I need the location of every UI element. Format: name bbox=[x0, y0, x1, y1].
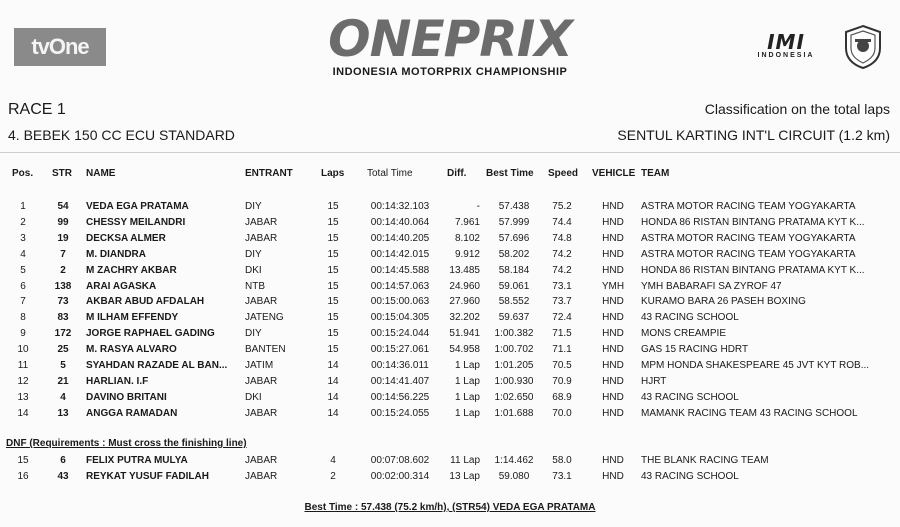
cell-diff: 1 Lap bbox=[454, 375, 480, 387]
cell-speed: 75.2 bbox=[552, 201, 572, 212]
cell-total: 00:14:56.225 bbox=[370, 391, 430, 403]
cell-entrant: JATIM bbox=[245, 360, 274, 371]
cell-str: 2 bbox=[60, 264, 66, 276]
cell-diff: - bbox=[476, 201, 480, 212]
cell-total: 00:14:40.205 bbox=[370, 232, 430, 244]
cell-diff: 54.958 bbox=[449, 344, 480, 356]
cell-team: KURAMO BARA 26 PASEH BOXING bbox=[641, 296, 806, 308]
cell-diff: 1 Lap bbox=[454, 360, 480, 371]
cell-speed: 74.2 bbox=[552, 264, 572, 276]
cell-pos: 15 bbox=[17, 455, 29, 466]
cell-entrant: JABAR bbox=[245, 470, 278, 482]
cell-laps: 14 bbox=[327, 360, 339, 371]
cell-laps: 14 bbox=[327, 375, 339, 387]
cell-total: 00:02:00.314 bbox=[370, 470, 430, 482]
cell-pos: 6 bbox=[20, 280, 26, 292]
cell-speed: 68.9 bbox=[552, 391, 572, 403]
cell-entrant: NTB bbox=[245, 280, 265, 292]
cell-team: HJRT bbox=[641, 375, 667, 387]
cell-diff: 13.485 bbox=[449, 264, 480, 276]
cell-vehicle: HND bbox=[602, 328, 624, 340]
cell-total: 00:15:00.063 bbox=[370, 296, 430, 308]
cell-str: 21 bbox=[57, 375, 69, 387]
cell-vehicle: YMH bbox=[601, 280, 625, 292]
cell-best: 57.438 bbox=[498, 201, 530, 212]
cell-entrant: DKI bbox=[245, 391, 262, 403]
cell-laps: 15 bbox=[327, 280, 339, 292]
cell-name: CHESSY MEILANDRI bbox=[86, 216, 186, 228]
cell-vehicle: HND bbox=[602, 312, 624, 324]
cell-best: 1:00.930 bbox=[494, 375, 534, 387]
cell-str: 54 bbox=[57, 201, 69, 212]
cell-name: FELIX PUTRA MULYA bbox=[86, 455, 188, 466]
cell-pos: 1 bbox=[20, 201, 26, 212]
cell-total: 00:15:04.305 bbox=[370, 312, 430, 324]
cell-laps: 15 bbox=[327, 201, 339, 212]
cell-pos: 8 bbox=[20, 312, 26, 324]
cell-entrant: DIY bbox=[245, 201, 262, 212]
cell-speed: 58.0 bbox=[552, 455, 572, 466]
dnf-title: DNF (Requirements : Must cross the finishing line) bbox=[6, 438, 247, 449]
cell-speed: 73.7 bbox=[552, 296, 572, 308]
oneprix-logo bbox=[305, 10, 595, 78]
imi-logo bbox=[742, 32, 830, 59]
cell-str: 172 bbox=[54, 328, 72, 340]
cell-total: 00:14:40.064 bbox=[370, 216, 430, 228]
cell-best: 1:01.205 bbox=[494, 360, 534, 371]
cell-name: HARLIAN. I.F bbox=[86, 375, 149, 387]
cell-diff: 9.912 bbox=[454, 248, 480, 260]
cell-best: 1:14.462 bbox=[494, 455, 534, 466]
cell-diff: 7.961 bbox=[454, 216, 480, 228]
cell-team: 43 RACING SCHOOL bbox=[641, 391, 739, 403]
event-logo-text: ONEPRIX bbox=[328, 10, 572, 68]
cell-name: AKBAR ABUD AFDALAH bbox=[86, 296, 205, 308]
page-header bbox=[0, 0, 900, 95]
best-time-footer: Best Time : 57.438 (75.2 km/h), (STR54) VEDA EGA PRATAMA bbox=[304, 502, 596, 513]
cell-name: M ILHAM EFFENDY bbox=[86, 312, 179, 324]
cell-best: 59.637 bbox=[498, 312, 530, 324]
cell-laps: 15 bbox=[327, 232, 339, 244]
header-str: STR bbox=[52, 168, 72, 179]
cell-laps: 14 bbox=[327, 391, 339, 403]
cell-total: 00:15:24.044 bbox=[370, 328, 430, 340]
cell-pos: 3 bbox=[20, 232, 26, 244]
cell-best: 1:02.650 bbox=[494, 391, 534, 403]
cell-pos: 11 bbox=[17, 360, 29, 371]
cell-pos: 13 bbox=[17, 391, 29, 403]
event-subtitle: INDONESIA MOTORPRIX CHAMPIONSHIP bbox=[332, 66, 568, 78]
header-laps: Laps bbox=[321, 168, 345, 179]
cell-str: 99 bbox=[57, 216, 69, 228]
cell-vehicle: HND bbox=[602, 470, 624, 482]
cell-name: ANGGA RAMADAN bbox=[86, 407, 178, 419]
cell-best: 59.061 bbox=[498, 280, 530, 292]
cell-pos: 16 bbox=[17, 470, 29, 482]
cell-team: YMH BABARAFI SA ZYROF 47 bbox=[641, 280, 782, 292]
cell-speed: 73.1 bbox=[552, 280, 572, 292]
imi-logo-text: IMI bbox=[767, 30, 805, 54]
cell-vehicle: HND bbox=[602, 391, 624, 403]
cell-best: 58.184 bbox=[498, 264, 530, 276]
cell-str: 4 bbox=[60, 391, 66, 403]
cell-diff: 27.960 bbox=[449, 296, 480, 308]
cell-entrant: JABAR bbox=[245, 216, 278, 228]
circuit-name: SENTUL KARTING INT'L CIRCUIT (1.2 km) bbox=[617, 127, 890, 143]
cell-laps: 15 bbox=[327, 248, 339, 260]
cell-team: GAS 15 RACING HDRT bbox=[641, 344, 749, 356]
cell-total: 00:14:41.407 bbox=[370, 375, 430, 387]
cell-total: 00:15:24.055 bbox=[370, 407, 430, 419]
cell-str: 83 bbox=[57, 312, 69, 324]
cell-laps: 14 bbox=[327, 407, 339, 419]
cell-str: 43 bbox=[57, 470, 69, 482]
header-pos: Pos. bbox=[12, 168, 34, 179]
cell-laps: 2 bbox=[330, 470, 336, 482]
crest-icon bbox=[843, 24, 883, 70]
cell-total: 00:15:27.061 bbox=[370, 344, 430, 356]
cell-laps: 15 bbox=[327, 344, 339, 356]
header-name: NAME bbox=[86, 168, 116, 179]
divider bbox=[0, 152, 900, 153]
cell-team: ASTRA MOTOR RACING TEAM YOGYAKARTA bbox=[641, 201, 856, 212]
cell-diff: 32.202 bbox=[449, 312, 480, 324]
header-best-time: Best Time bbox=[486, 168, 534, 179]
cell-total: 00:14:32.103 bbox=[370, 201, 430, 212]
cell-diff: 24.960 bbox=[449, 280, 480, 292]
cell-entrant: JABAR bbox=[245, 407, 278, 419]
cell-str: 6 bbox=[60, 455, 66, 466]
imi-logo-subtitle: INDONESIA bbox=[757, 52, 815, 59]
cell-entrant: DIY bbox=[245, 328, 262, 340]
header-speed: Speed bbox=[548, 168, 579, 179]
cell-team: 43 RACING SCHOOL bbox=[641, 470, 739, 482]
cell-pos: 4 bbox=[20, 248, 26, 260]
header-diff: Diff. bbox=[447, 168, 467, 179]
cell-total: 00:14:42.015 bbox=[370, 248, 430, 260]
cell-pos: 12 bbox=[17, 375, 29, 387]
header-total-time: Total Time bbox=[367, 168, 413, 179]
cell-speed: 72.4 bbox=[552, 312, 572, 324]
cell-team: 43 RACING SCHOOL bbox=[641, 312, 739, 324]
cell-vehicle: HND bbox=[602, 232, 624, 244]
cell-name: M. DIANDRA bbox=[86, 248, 146, 260]
classification-title: Classification on the total laps bbox=[704, 101, 890, 117]
cell-team: HONDA 86 RISTAN BINTANG PRATAMA KYT K... bbox=[641, 264, 865, 276]
tvone-logo: tvOne bbox=[14, 28, 106, 66]
cell-entrant: JABAR bbox=[245, 375, 278, 387]
cell-name: SYAHDAN RAZADE AL BAN... bbox=[86, 360, 228, 371]
cell-name: JORGE RAPHAEL GADING bbox=[86, 328, 215, 340]
cell-diff: 11 Lap bbox=[450, 455, 480, 466]
cell-vehicle: HND bbox=[602, 264, 624, 276]
cell-team: ASTRA MOTOR RACING TEAM YOGYAKARTA bbox=[641, 232, 856, 244]
cell-vehicle: HND bbox=[602, 407, 624, 419]
cell-best: 58.202 bbox=[498, 248, 530, 260]
cell-entrant: JABAR bbox=[245, 232, 278, 244]
cell-best: 57.999 bbox=[498, 216, 530, 228]
cell-entrant: JATENG bbox=[245, 312, 284, 324]
cell-best: 59.080 bbox=[498, 470, 530, 482]
cell-str: 5 bbox=[60, 360, 66, 371]
cell-team: HONDA 86 RISTAN BINTANG PRATAMA KYT K... bbox=[641, 216, 865, 228]
cell-best: 1:00.382 bbox=[494, 328, 534, 340]
cell-speed: 70.0 bbox=[552, 407, 572, 419]
cell-speed: 74.8 bbox=[552, 232, 572, 244]
cell-str: 25 bbox=[57, 344, 69, 356]
cell-diff: 1 Lap bbox=[454, 391, 480, 403]
cell-pos: 9 bbox=[20, 328, 26, 340]
cell-total: 00:14:45.588 bbox=[370, 264, 430, 276]
cell-speed: 71.5 bbox=[552, 328, 572, 340]
cell-str: 19 bbox=[57, 232, 69, 244]
cell-laps: 15 bbox=[327, 296, 339, 308]
cell-total: 00:14:57.063 bbox=[370, 280, 430, 292]
cell-speed: 70.5 bbox=[552, 360, 572, 371]
class-name: 4. BEBEK 150 CC ECU STANDARD bbox=[8, 127, 235, 143]
cell-vehicle: HND bbox=[602, 360, 624, 371]
cell-entrant: DKI bbox=[245, 264, 262, 276]
race-title: RACE 1 bbox=[8, 101, 66, 118]
cell-total: 00:07:08.602 bbox=[370, 455, 430, 466]
cell-laps: 15 bbox=[327, 264, 339, 276]
cell-pos: 10 bbox=[17, 344, 29, 356]
cell-team: ASTRA MOTOR RACING TEAM YOGYAKARTA bbox=[641, 248, 856, 260]
cell-vehicle: HND bbox=[602, 455, 624, 466]
cell-str: 13 bbox=[57, 407, 69, 419]
cell-vehicle: HND bbox=[602, 201, 624, 212]
cell-name: REYKAT YUSUF FADILAH bbox=[86, 470, 209, 482]
cell-entrant: DIY bbox=[245, 248, 262, 260]
cell-laps: 15 bbox=[327, 312, 339, 324]
cell-diff: 13 Lap bbox=[449, 470, 480, 482]
cell-laps: 15 bbox=[327, 216, 339, 228]
cell-laps: 15 bbox=[327, 328, 339, 340]
header-entrant: ENTRANT bbox=[245, 168, 293, 179]
cell-best: 57.696 bbox=[498, 232, 530, 244]
cell-speed: 74.2 bbox=[552, 248, 572, 260]
cell-name: ARAI AGASKA bbox=[86, 280, 157, 292]
cell-diff: 51.941 bbox=[449, 328, 480, 340]
cell-vehicle: HND bbox=[602, 216, 624, 228]
cell-name: M ZACHRY AKBAR bbox=[86, 264, 177, 276]
cell-str: 73 bbox=[57, 296, 69, 308]
cell-entrant: BANTEN bbox=[245, 344, 286, 356]
cell-pos: 7 bbox=[20, 296, 26, 308]
cell-pos: 2 bbox=[20, 216, 26, 228]
cell-best: 1:01.688 bbox=[494, 407, 534, 419]
cell-team: THE BLANK RACING TEAM bbox=[641, 455, 769, 466]
cell-speed: 70.9 bbox=[552, 375, 572, 387]
cell-speed: 73.1 bbox=[552, 470, 572, 482]
cell-pos: 14 bbox=[17, 407, 29, 419]
cell-speed: 74.4 bbox=[552, 216, 572, 228]
cell-team: MAMANK RACING TEAM 43 RACING SCHOOL bbox=[641, 407, 858, 419]
cell-str: 7 bbox=[60, 248, 66, 260]
cell-team: MPM HONDA SHAKESPEARE 45 JVT KYT ROB... bbox=[641, 360, 870, 371]
cell-vehicle: HND bbox=[602, 344, 624, 356]
cell-vehicle: HND bbox=[602, 248, 624, 260]
cell-laps: 4 bbox=[330, 455, 336, 466]
cell-name: VEDA EGA PRATAMA bbox=[86, 201, 189, 212]
cell-diff: 8.102 bbox=[454, 232, 480, 244]
cell-best: 1:00.702 bbox=[494, 344, 534, 356]
cell-name: DAVINO BRITANI bbox=[86, 391, 167, 403]
header-team: TEAM bbox=[641, 168, 670, 179]
cell-str: 138 bbox=[54, 280, 72, 292]
cell-name: M. RASYA ALVARO bbox=[86, 344, 177, 356]
header-vehicle: VEHICLE bbox=[592, 168, 636, 179]
cell-team: MONS CREAMPIE bbox=[641, 328, 727, 340]
cell-entrant: JABAR bbox=[245, 296, 278, 308]
cell-speed: 71.1 bbox=[552, 344, 572, 356]
cell-pos: 5 bbox=[20, 264, 26, 276]
cell-best: 58.552 bbox=[498, 296, 530, 308]
cell-vehicle: HND bbox=[602, 375, 624, 387]
cell-total: 00:14:36.011 bbox=[371, 360, 429, 371]
cell-name: DECKSA ALMER bbox=[86, 232, 166, 244]
cell-vehicle: HND bbox=[602, 296, 624, 308]
cell-diff: 1 Lap bbox=[454, 407, 480, 419]
cell-entrant: JABAR bbox=[245, 455, 278, 466]
